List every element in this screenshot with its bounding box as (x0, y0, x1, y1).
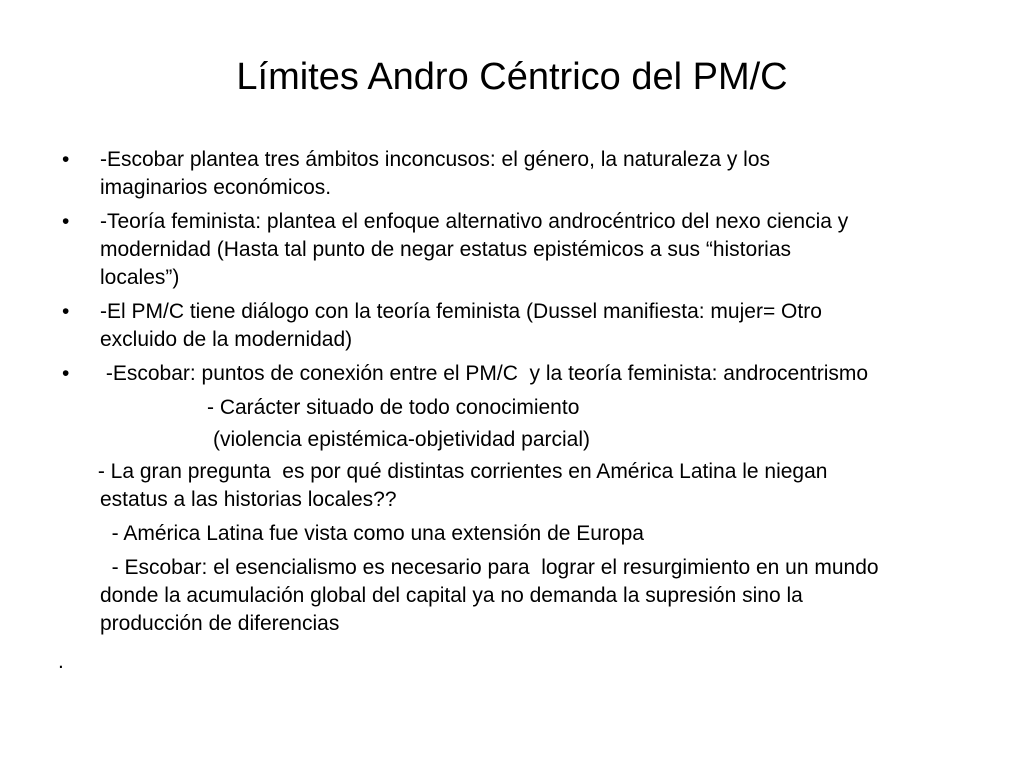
indented-line-1: - Carácter situado de todo conocimiento (207, 396, 580, 419)
bullet-icon: • (62, 210, 70, 233)
sub-3-line-3: producción de diferencias (100, 612, 340, 635)
bullet-item-4 (56, 360, 976, 388)
indented-line-2: (violencia epistémica-objetividad parcial) (213, 428, 591, 451)
sub-1-line-2: estatus a las historias locales?? (100, 488, 397, 511)
bullet-item-1 (56, 146, 976, 202)
sub-3-line-1: - Escobar: el esencialismo es necesario para lograr el resurgimiento en un mundo (100, 556, 879, 579)
sub-paragraph-2 (56, 520, 976, 548)
sub-paragraph-1 (56, 458, 976, 514)
trailing-dot: . (58, 650, 64, 673)
sub-3-line-2: donde la acumulación global del capital ya no demanda la supresión sino la (100, 584, 803, 607)
bullet-item-3 (56, 298, 976, 354)
bullet-3-line-1: -El PM/C tiene diálogo con la teoría feminista (Dussel manifiesta: mujer= Otro (100, 300, 822, 323)
bullet-4-line-1: -Escobar: puntos de conexión entre el PM/C y la teoría feminista: androcentrismo (100, 362, 869, 385)
bullet-2-line-1: -Teoría feminista: plantea el enfoque alternativo androcéntrico del nexo ciencia y (100, 210, 849, 233)
bullet-icon: • (62, 300, 70, 323)
bullet-icon: • (62, 362, 70, 385)
slide-title: Límites Andro Céntrico del PM/C (236, 56, 788, 98)
bullet-item-2 (56, 208, 976, 292)
sub-1-line-1: - La gran pregunta es por qué distintas corrientes en América Latina le niegan (92, 460, 828, 483)
bullet-1-line-1: -Escobar plantea tres ámbitos inconcusos: el género, la naturaleza y los (100, 148, 771, 171)
bullet-3-line-2: excluido de la modernidad) (100, 328, 353, 351)
bullet-2-line-3: locales”) (100, 266, 180, 289)
bullet-icon: • (62, 148, 70, 171)
sub-2-line-1: - América Latina fue vista como una extensión de Europa (100, 522, 644, 545)
bullet-2-line-2: modernidad (Hasta tal punto de negar estatus epistémicos a sus “historias (100, 238, 792, 261)
slide-body (56, 146, 976, 644)
bullet-1-line-2: imaginarios económicos. (100, 176, 332, 199)
sub-paragraph-3 (56, 554, 976, 638)
